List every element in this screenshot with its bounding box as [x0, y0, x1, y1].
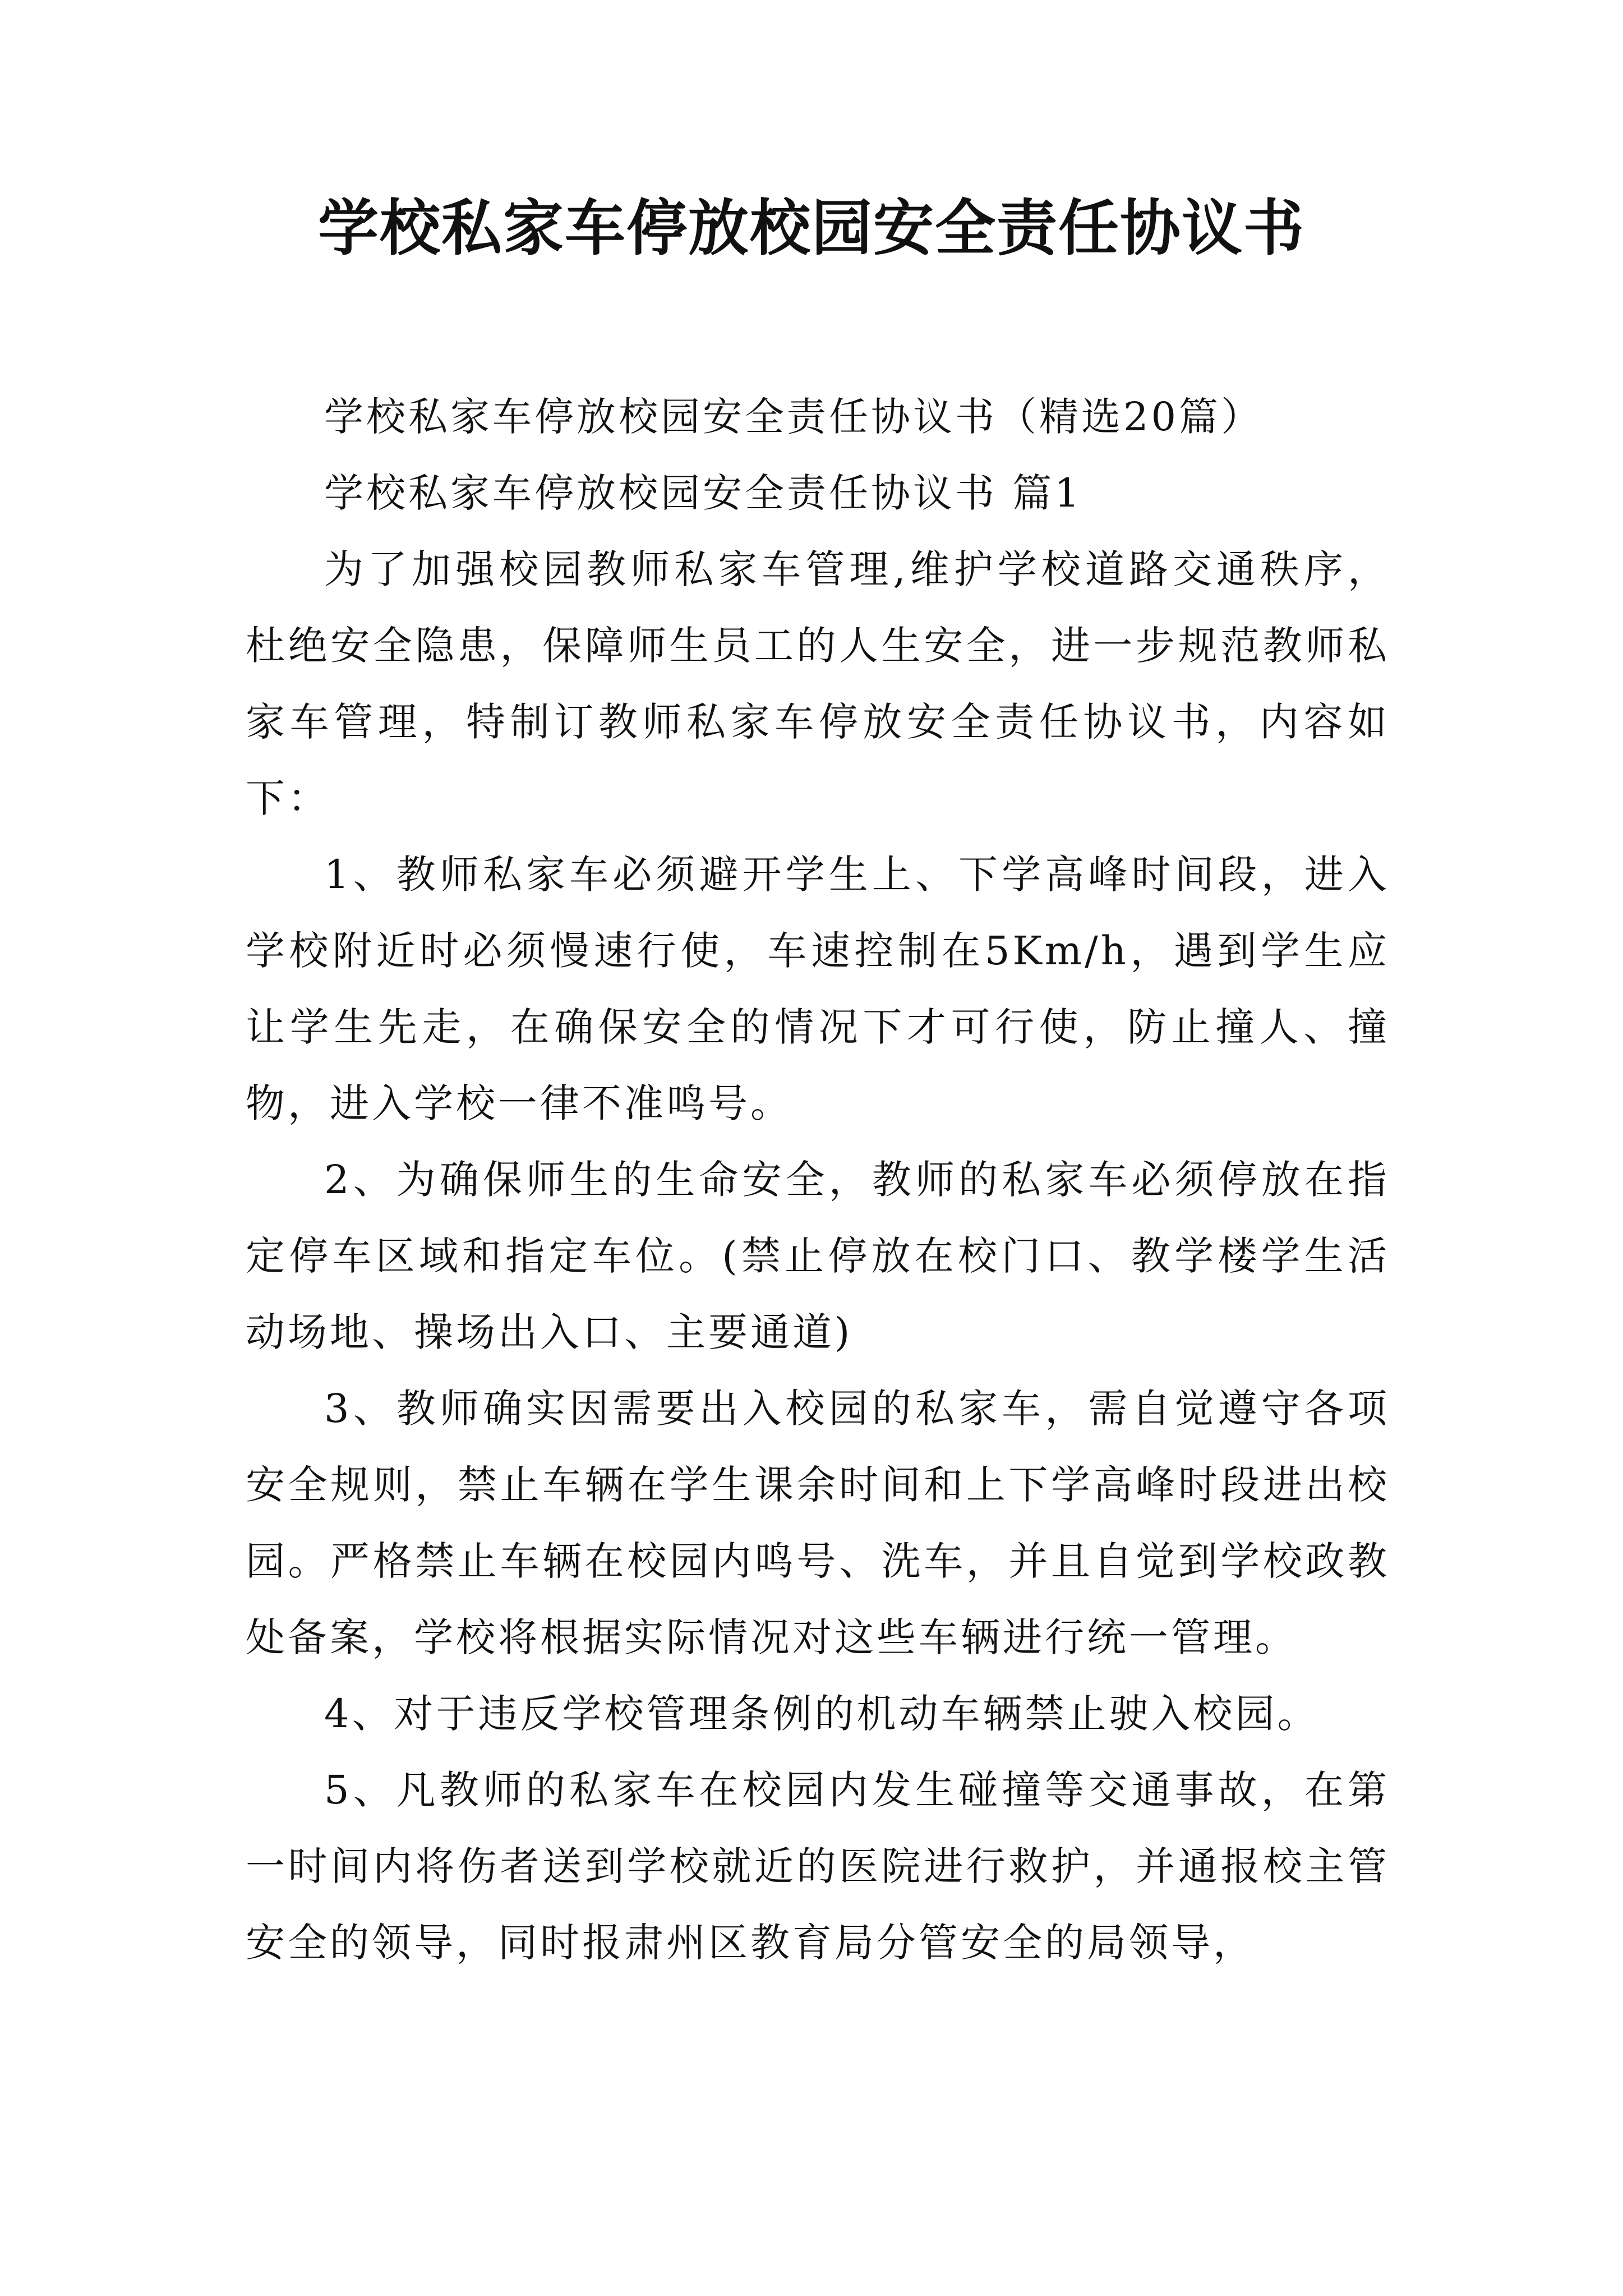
document-title: 学校私家车停放校园安全责任协议书 — [317, 194, 1305, 264]
clause-5-paragraph: 5、凡教师的私家车在校园内发生碰撞等交通事故，在第一时间内将伤者送到学校就近的医院进行救护，并通报校主管安全的领导，同时报肃州区教育局分管安全的局领导， — [246, 1767, 1390, 1966]
clause-1-paragraph: 1、教师私家车必须避开学生上、下学高峰时间段，进入学校附近时必须慢速行使，车速控制在5Km/h，遇到学生应让学生先走，在确保安全的情况下才可行使，防止撞人、撞物，进入学校一律不准鸣号。 — [246, 852, 1390, 1126]
document-subtitle: 学校私家车停放校园安全责任协议书（精选20篇） — [324, 394, 1264, 440]
clause-4-paragraph: 4、对于违反学校管理条例的机动车辆禁止驶入校园。 — [324, 1691, 1320, 1737]
clause-2-paragraph: 2、为确保师生的生命安全，教师的私家车必须停放在指定停车区域和指定车位。(禁止停放在校门口、教学楼学生活动场地、操场出入口、主要通道) — [246, 1157, 1390, 1355]
clause-3-paragraph: 3、教师确实因需要出入校园的私家车，需自觉遵守各项安全规则，禁止车辆在学生课余时间和上下学高峰时段进出校园。严格禁止车辆在校园内鸣号、洗车，并且自觉到学校政教处备案，学校将根据实际情况对这些车辆进行统一管理。 — [246, 1386, 1390, 1660]
section-heading: 学校私家车停放校园安全责任协议书 篇1 — [324, 470, 1082, 516]
document-body — [246, 379, 1390, 1981]
intro-paragraph: 为了加强校园教师私家车管理,维护学校道路交通秩序，杜绝安全隐患，保障师生员工的人生安全，进一步规范教师私家车管理，特制订教师私家车停放安全责任协议书，内容如下： — [246, 546, 1390, 821]
